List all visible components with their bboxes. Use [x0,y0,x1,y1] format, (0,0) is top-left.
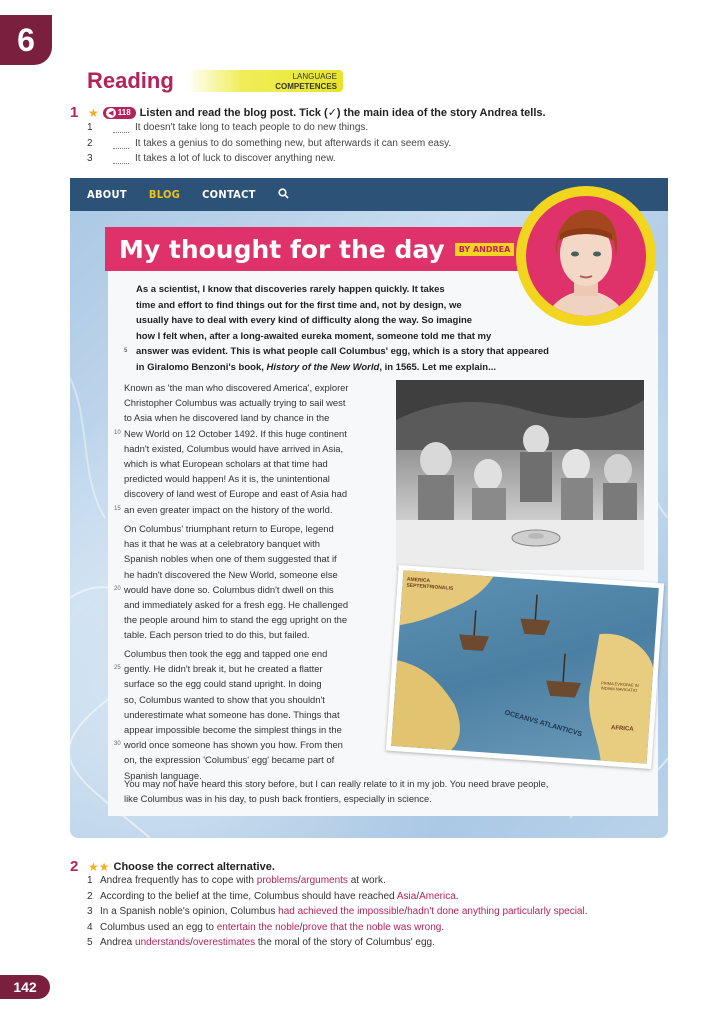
intro-text: As a scientist, I know that discoveries rarely happen quickly. It takes [136,284,445,295]
body-text: Known as 'the man who discovered America', explorer [124,382,349,393]
alternative-a[interactable]: understands [135,937,191,948]
alternative-b[interactable]: prove that the noble was wrong [302,921,442,933]
body-line [124,486,380,501]
option-text: It takes a lot of luck to discover anything new. [135,153,336,164]
body-line [124,380,380,395]
page-number: 142 [0,975,50,999]
nav-blog-link[interactable]: BLOG [148,188,181,201]
body-text: would have done so. Columbus didn't dwell on this [124,583,334,595]
body-text: predicted would happen! As it is, the unintentional [124,473,330,485]
item-sentence [100,906,587,917]
intro-line [136,298,616,314]
item-number: 2 [87,890,93,902]
star-icon: ★ [88,105,99,120]
body-text: world once someone has shown you how. From then [124,739,343,751]
section-title: Reading [87,68,174,93]
body-text: an even greater impact on the history of the world. [124,503,333,515]
sentence-text: at work. [347,875,386,886]
map-label: OCEANVS ATLANTICVS [503,709,583,739]
body-text: hadn't existed, Columbus would have arrived in Asia, [124,442,344,454]
exercise-1-option [87,122,368,133]
sentence-text: . [441,921,445,933]
speaker-icon: ◀ [106,108,116,118]
slash-separator: / [404,906,408,917]
exercise-1-option [87,138,451,149]
alternative-b[interactable]: overestimates [192,937,256,948]
intro-text: in Giralomo Benzoni's book, [136,361,267,373]
exercise-1-number: 1 [70,104,79,121]
blog-post-panel [70,178,668,838]
sentence-text: Andrea [100,937,136,948]
tick-answer-blank[interactable] [113,122,129,133]
option-number: 1 [87,122,93,133]
intro-line [136,282,616,298]
exercise-1-heading [70,104,546,121]
intro-text: , in 1565. Let me explain... [379,361,496,373]
body-text: and immediately asked for a fresh egg. He challenged [124,599,349,611]
alternative-a[interactable]: problems [256,875,298,886]
option-number: 3 [87,153,93,164]
option-text: It doesn't take long to teach people to do new things. [135,122,369,133]
item-number: 3 [87,906,93,917]
body-text: gently. He didn't break it, but he created a flatter [124,663,323,675]
body-text: which is what European scholars at that time had [124,458,328,470]
body-line [124,612,380,627]
map-label: PRIMA EVROPAE IN INDIAM NAVIGATIO [600,680,639,693]
body-text: underestimate what someone has done. Things that [124,708,340,720]
byline-badge: BY ANDREA [455,243,515,256]
body-text: has it that he was at a celebratory banquet with [124,538,320,550]
body-text: surface so the egg could stand upright. In doing [124,678,322,690]
exercise-2-heading [70,858,275,875]
body-line [124,752,380,767]
body-line [124,692,380,707]
badge-line-2: COMPETENCES [275,82,337,91]
body-text: to Asia when he discovered land by chance in the [124,412,330,424]
paragraph-3 [114,646,380,783]
audio-track-button[interactable] [103,107,136,119]
exercise-1-instruction: Listen and read the blog post. Tick (✓) the main idea of the story Andrea tells. [139,107,546,119]
intro-text: answer was evident. This is what people call Columbus' egg, which is a story that appeared [136,346,549,357]
body-text: Spanish nobles when one of them suggested that if [124,553,337,565]
exercise-2-instruction: Choose the correct alternative. [113,860,275,873]
sentence-text: Andrea frequently has to cope with [100,875,257,886]
body-line [124,471,380,486]
body-line [114,502,380,517]
exercise-2-item [87,891,459,902]
body-text: Columbus then took the egg and tapped one end [124,648,328,659]
item-sentence [100,891,459,902]
line-number: 5 [124,348,128,354]
body-line [124,597,380,612]
line-number: 30 [114,741,121,748]
nav-contact-link[interactable]: CONTACT [202,188,256,201]
exercise-2-item [87,922,444,933]
body-line [124,707,380,722]
exercise-2-item [87,875,386,886]
tick-answer-blank[interactable] [113,153,129,164]
body-line [124,395,380,410]
alternative-a[interactable]: entertain the noble [216,921,300,933]
body-text: on, the expression 'Columbus' egg' became part of [124,754,335,766]
sentence-text: . [584,906,588,917]
search-icon[interactable] [278,188,289,202]
line-number: 20 [114,585,121,592]
tick-answer-blank[interactable] [113,138,129,149]
closing-line: like Columbus was in his day, to push back frontiers, especially in science. [124,793,432,804]
intro-text: how I felt when, after a long-awaited eureka moment, someone told me that my [136,330,492,342]
body-line [114,737,380,752]
body-text: Christopher Columbus was actually trying to sail west [124,397,346,409]
slash-separator: / [190,937,193,948]
paragraph-1 [114,380,380,517]
audio-track-number: 118 [117,108,131,117]
line-number: 10 [114,429,121,436]
badge-line-1: LANGUAGE [292,72,337,81]
alternative-b[interactable]: hadn't done anything particularly special [407,906,585,917]
alternative-b[interactable]: arguments [300,875,348,886]
slash-separator: / [297,875,301,886]
intro-text: usually have to deal with every kind of difficulty along the way. So imagine [136,315,473,326]
body-text: Spanish language. [124,769,202,781]
body-text: On Columbus' triumphant return to Europe, legend [124,523,334,534]
map-label: AFRICA [610,725,634,733]
alternative-a[interactable]: Asia [396,890,417,902]
intro-line [136,313,616,329]
item-number: 1 [87,875,93,886]
blog-closing-paragraph [124,776,654,806]
body-line [114,661,380,676]
body-line [124,456,380,471]
language-competences-badge [187,70,343,92]
slash-separator: / [416,890,420,902]
item-number: 4 [87,921,93,933]
body-line [114,582,380,597]
body-line [124,551,380,566]
body-text: discovery of land west of Europe and east of Asia had [124,488,348,500]
blog-intro [124,282,616,375]
intro-line [136,360,616,376]
intro-text: time and effort to find things out for the first time and, not by design, we [136,299,462,311]
line-number: 15 [114,505,121,512]
alternative-b[interactable]: America [419,890,456,902]
closing-line: You may not have heard this story before, but I can really relate to it in my job. You need brave people, [124,778,549,789]
blog-headline-banner [105,227,565,271]
alternative-a[interactable]: had achieved the impossible [278,906,405,917]
line-number: 25 [114,665,121,672]
item-sentence [100,922,444,933]
blog-headline: My thought for the day [119,234,445,264]
banquet-engraving-image [396,380,644,570]
paragraph-2 [114,521,380,643]
body-text: table. Each person tried to do this, but failed. [124,629,310,641]
exercise-2-item [87,906,587,917]
body-line [124,410,380,425]
map-label: AMERICA SEPTENTRIONALIS [406,576,454,592]
star-icon: ★★ [88,859,110,874]
body-line [124,722,380,737]
book-title: History of the New World [266,361,380,373]
body-text: the people around him to stand the egg upright on the [124,614,348,626]
sentence-text: In a Spanish noble's opinion, Columbus [100,906,279,917]
body-line [124,627,380,642]
exercise-2-item [87,937,435,948]
sentence-text: Columbus used an egg to [100,921,217,933]
body-text: he hadn't discovered the New World, someone else [124,568,338,580]
item-sentence [100,875,386,886]
intro-line [124,344,616,360]
body-line [124,521,380,536]
unit-number-tab: 6 [0,15,52,65]
ships-map-image [386,565,664,769]
slash-separator: / [299,921,303,933]
body-line [124,676,380,691]
body-line [124,536,380,551]
sentence-text: According to the belief at the time, Columbus should have reached [100,890,397,902]
item-number: 5 [87,937,93,948]
item-sentence [100,937,435,948]
body-text: appear impossible become the simplest things in the [124,724,342,736]
exercise-1-option [87,153,336,164]
exercise-2-number: 2 [70,858,79,875]
body-line [114,426,380,441]
sentence-text: . [455,890,459,902]
intro-line [136,329,616,345]
nav-about-link[interactable]: ABOUT [87,188,127,201]
option-number: 2 [87,137,93,149]
sentence-text: the moral of the story of Columbus' egg. [255,937,435,948]
body-text: New World on 12 October 1492. If this huge continent [124,427,347,439]
body-text: so, Columbus wanted to show that you shouldn't [124,693,325,705]
body-line [124,441,380,456]
body-line [124,646,380,661]
option-text: It takes a genius to do something new, but afterwards it can seem easy. [135,137,452,149]
body-line [124,567,380,582]
